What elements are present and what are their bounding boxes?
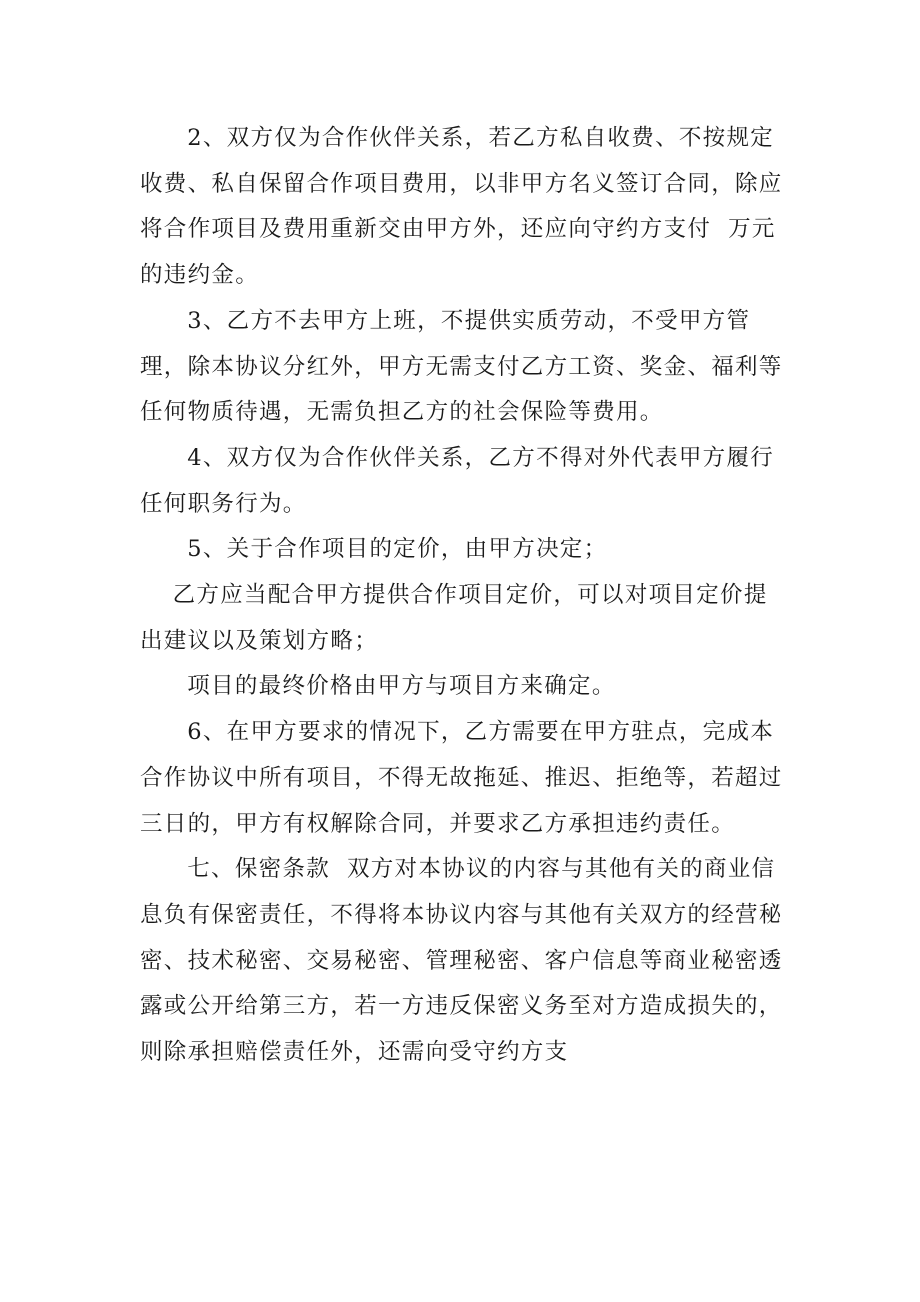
paragraph-pricing-cooperation: 乙方应当配合甲方提供合作项目定价，可以对项目定价提出建议以及策划方略； [140, 582, 768, 654]
document-body [140, 116, 790, 1076]
paragraph-clause-6: 6、在甲方要求的情况下，乙方需要在甲方驻点，完成本合作协议中所有项目，不得无故拖延、推迟、拒绝等，若超过三日的，甲方有权解除合同，并要求乙方承担违约责任。 [140, 719, 783, 837]
paragraph-clause-4: 4、双方仅为合作伙伴关系，乙方不得对外代表甲方履行任何职务行为。 [140, 444, 775, 517]
paragraph-clause-2: 2、双方仅为合作伙伴关系，若乙方私自收费、不按规定收费、私自保留合作项目费用，以非甲方名义签订合同，除应将合作项目及费用重新交由甲方外，还应向守约方支付 万元的违约金。 [140, 125, 783, 289]
paragraph-confidentiality: 七、保密条款 双方对本协议的内容与其他有关的商业信息负有保密责任，不得将本协议内容与其他有关双方的经营秘密、技术秘密、交易秘密、管理秘密、客户信息等商业秘密透露或公开给第三方，若一方违反保密义务至对方造成损失的，则除承担赔偿责任外，还需向受守约方支 [140, 856, 783, 1066]
paragraph-clause-3: 3、乙方不去甲方上班，不提供实质劳动，不受甲方管理，除本协议分红外，甲方无需支付乙方工资、奖金、福利等任何物质待遇，无需负担乙方的社会保险等费用。 [140, 307, 783, 426]
paragraph-clause-5: 5、关于合作项目的定价，由甲方决定； [187, 536, 608, 563]
paragraph-final-price: 项目的最终价格由甲方与项目方来确定。 [187, 673, 616, 700]
